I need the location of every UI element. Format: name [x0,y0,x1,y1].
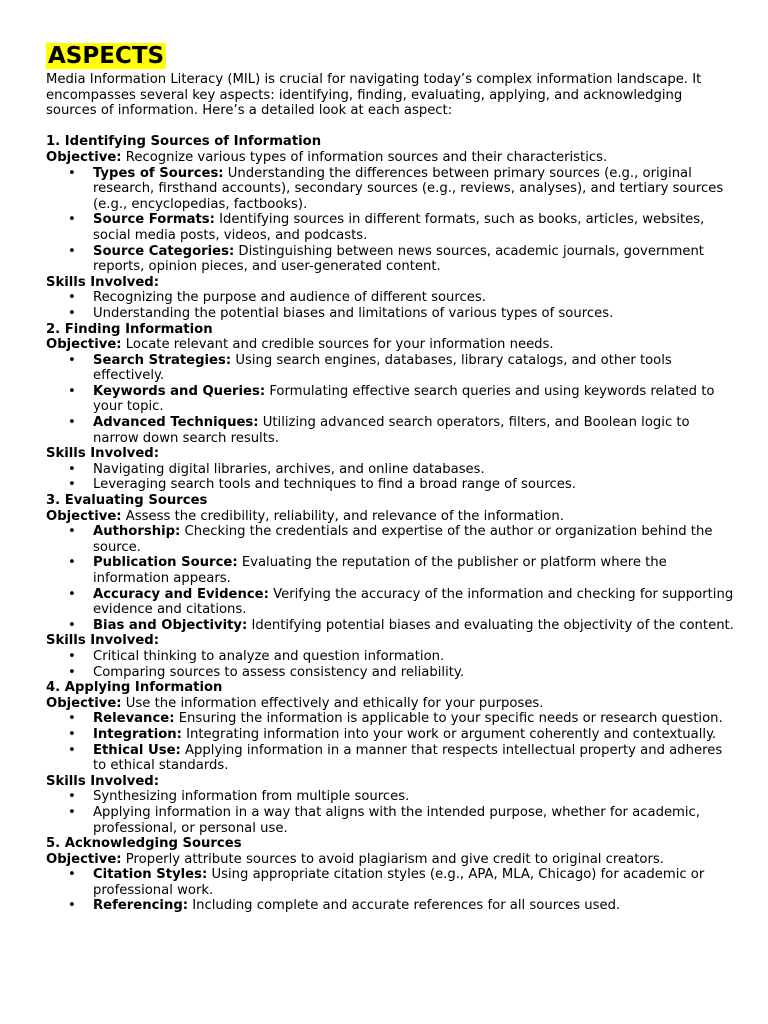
list-item [46,244,736,275]
objective-label: Objective: [46,508,122,524]
skill-item: • Recognizing the purpose and audience of different sources. [46,290,736,306]
section-heading: 5. Acknowledging Sources [46,836,242,852]
item-text: Ensuring the information is applicable to your specific needs or research question. [178,711,723,727]
section-heading: 1. Identifying Sources of Information [46,134,322,150]
item-term: Source Formats: [93,212,215,228]
item-text: Using appropriate citation styles (e.g., APA, MLA, Chicago) for academic or professional work. [93,867,705,898]
skill-item: • Synthesizing information from multiple sources. [46,789,736,805]
item-term: Search Strategies: [93,352,232,368]
item-text: Including complete and accurate references for all sources used. [192,898,621,914]
aspect-list [46,524,736,633]
list-item [46,415,736,446]
list-item [46,524,736,555]
skills-list [46,789,736,836]
skills-list [46,462,736,493]
item-term: Authorship: [93,524,181,540]
skill-item: • Critical thinking to analyze and question information. [46,649,736,665]
skill-item: • Navigating digital libraries, archives, and online databases. [46,462,736,478]
objective-text: Recognize various types of information sources and their characteristics. [125,149,608,165]
item-text: Evaluating the reputation of the publisher or platform where the information appears. [93,555,667,586]
section-heading: 4. Applying Information [46,680,223,696]
item-term: Publication Source: [93,555,238,571]
objective-text: Assess the credibility, reliability, and relevance of the information. [125,508,564,524]
aspect-list [46,353,736,447]
objective-text: Use the information effectively and ethically for your purposes. [125,695,544,711]
skills-heading: Skills Involved: [46,633,159,649]
item-text: Understanding the differences between primary sources (e.g., original research, firsthand accounts), secondary sources (e.g., reviews, analyses), and tertiary sources (e.g., encyclopedias, factbooks). [93,165,724,212]
list-item [46,867,736,898]
item-term: Ethical Use: [93,742,181,758]
item-term: Citation Styles: [93,867,208,883]
section [46,680,736,836]
item-text: Utilizing advanced search operators, filters, and Boolean logic to narrow down search results. [93,415,690,446]
objective-text: Properly attribute sources to avoid plagiarism and give credit to original creators. [125,851,664,867]
item-text: Checking the credentials and expertise of the author or organization behind the source. [93,524,713,555]
objective-label: Objective: [46,337,122,353]
list-item [46,353,736,384]
intro-paragraph: Media Information Literacy (MIL) is crucial for navigating today’s complex information landscape. It encompasses several key aspects: identifying, finding, evaluating, applying, and acknowledging sources of information. Here’s a detailed look at each aspect: [46,72,702,119]
item-text: Distinguishing between news sources, academic journals, government reports, opinion pieces, and user-generated content. [93,243,704,275]
section-heading: 3. Evaluating Sources [46,493,208,509]
section [46,322,736,494]
aspect-list [46,166,736,275]
objective-label: Objective: [46,851,122,867]
objective-text: Locate relevant and credible sources for your information needs. [125,337,554,353]
objective-label: Objective: [46,149,122,165]
item-term: Keywords and Queries: [93,383,266,399]
item-text: Applying information in a manner that respects intellectual property and adheres to ethical standards. [93,742,723,774]
document-title: ASPECTS [48,43,165,69]
objective-line [46,696,736,712]
aspect-list [46,711,736,773]
list-item [46,743,736,774]
item-text: Verifying the accuracy of the information and checking for supporting evidence and citations. [93,586,734,618]
item-term: Source Categories: [93,243,235,259]
document-page [46,43,736,914]
item-text: Identifying sources in different formats, such as books, articles, websites, social media posts, videos, and podcasts. [93,212,705,243]
skill-item: • Understanding the potential biases and limitations of various types of sources. [46,306,736,322]
objective-label: Objective: [46,695,122,711]
item-term: Accuracy and Evidence: [93,586,269,602]
list-item [46,587,736,618]
section-heading: 2. Finding Information [46,321,213,337]
list-item [46,555,736,586]
skill-item: • Leveraging search tools and techniques to find a broad range of sources. [46,477,736,493]
list-item [46,166,736,213]
skill-item: • Applying information in a way that aligns with the intended purpose, whether for academic, professional, or personal use. [46,805,736,836]
section [46,493,736,680]
skills-list [46,649,736,680]
item-text: Using search engines, databases, library catalogs, and other tools effectively. [93,352,672,384]
item-term: Bias and Objectivity: [93,617,248,633]
list-item [46,618,736,634]
item-term: Integration: [93,726,182,742]
skill-item: • Comparing sources to assess consistency and reliability. [46,665,736,681]
section [46,134,736,321]
item-term: Referencing: [93,898,189,914]
skills-heading: Skills Involved: [46,446,159,462]
item-text: Identifying potential biases and evaluating the objectivity of the content. [251,617,734,633]
list-item [46,212,736,243]
objective-line [46,852,736,868]
item-term: Advanced Techniques: [93,415,259,431]
aspect-list [46,867,736,914]
sections-container [46,134,736,914]
skills-list [46,290,736,321]
item-text: Formulating effective search queries and using keywords related to your topic. [93,383,715,415]
list-item [46,711,736,727]
objective-line [46,509,736,525]
item-term: Relevance: [93,711,175,727]
list-item [46,898,736,914]
skills-heading: Skills Involved: [46,773,159,789]
skills-heading: Skills Involved: [46,274,159,290]
section [46,836,736,914]
item-text: Integrating information into your work or argument coherently and contextually. [186,726,717,742]
list-item [46,727,736,743]
list-item [46,384,736,415]
item-term: Types of Sources: [93,165,224,181]
objective-line [46,337,736,353]
objective-line [46,150,736,166]
